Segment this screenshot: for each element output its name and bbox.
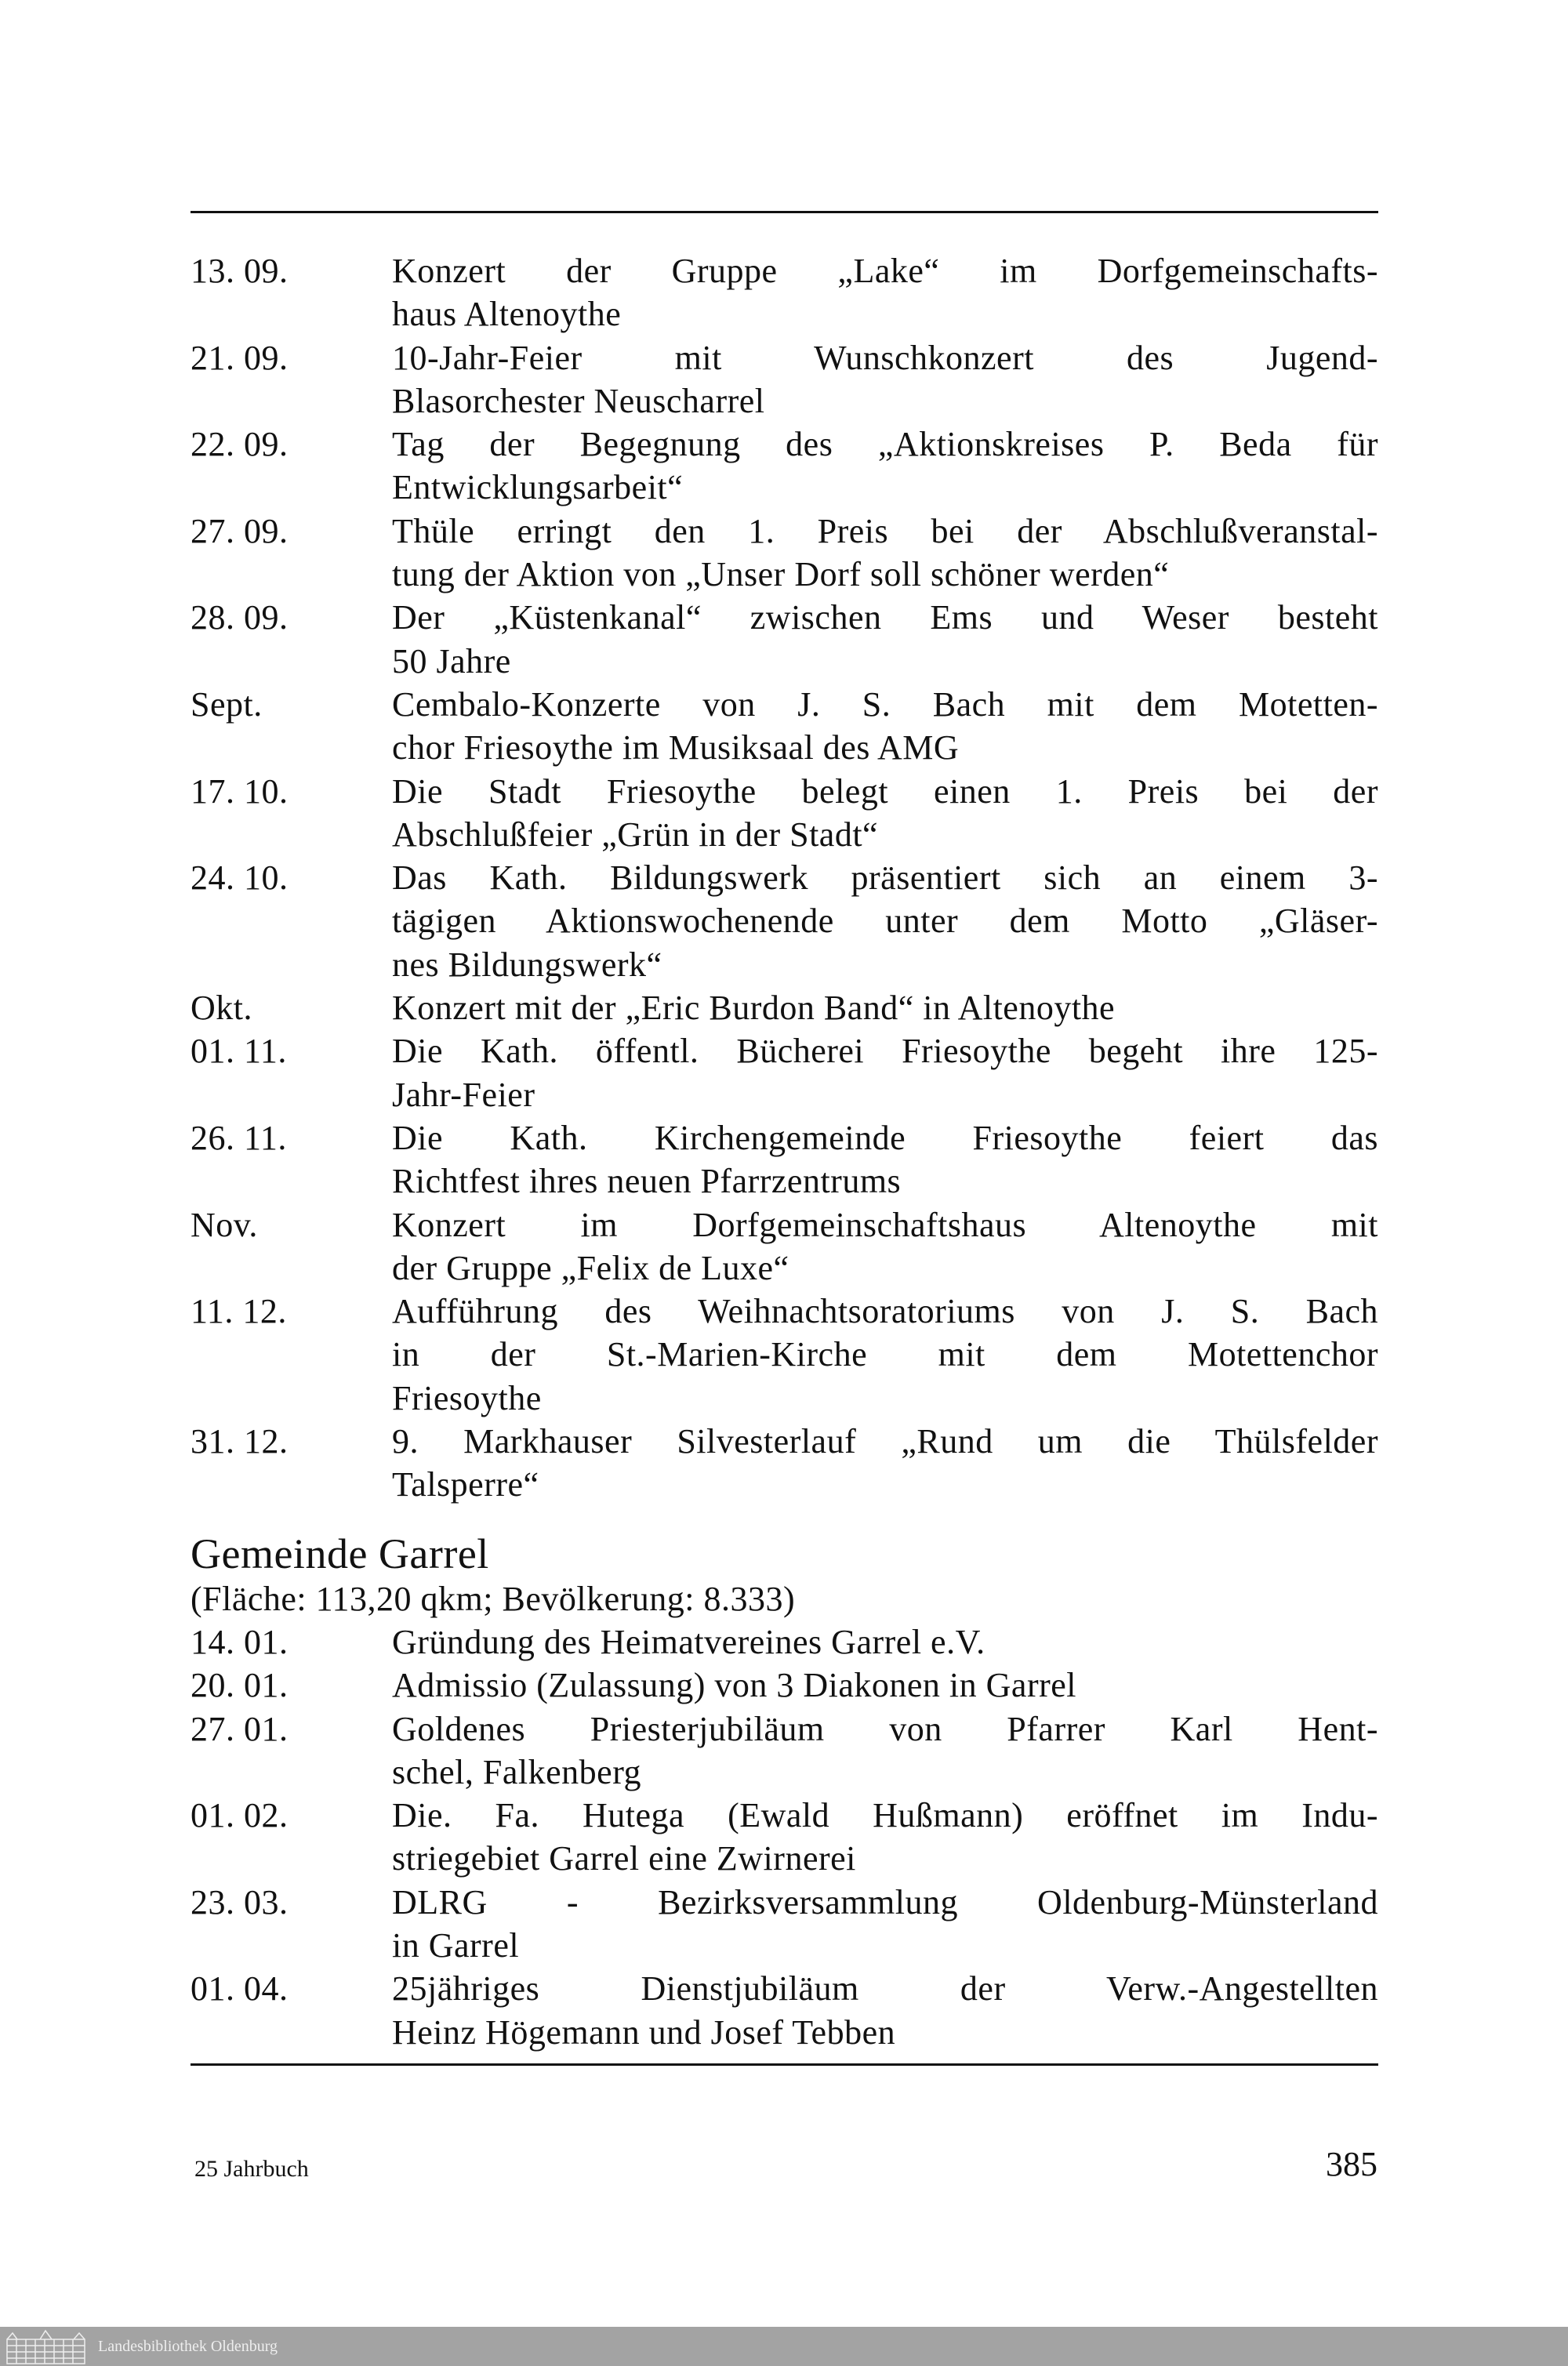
entry-date: 28. 09. xyxy=(191,598,289,637)
entry-text xyxy=(392,336,1378,423)
entry-date: 14. 01. xyxy=(191,1622,289,1661)
entry-text-line: Tag der Begegnung des „Aktionskreises P. Beda für xyxy=(392,425,1378,464)
entry-text xyxy=(392,683,1378,770)
chronicle-entry xyxy=(191,336,1378,423)
entry-text xyxy=(392,1290,1378,1420)
chronicle-entry xyxy=(191,1707,1378,1794)
bottom-rule xyxy=(191,2063,1378,2066)
entry-text xyxy=(392,1707,1378,1794)
entry-date: 01. 11. xyxy=(191,1032,287,1071)
entry-date: 17. 10. xyxy=(191,771,289,811)
library-bar xyxy=(0,2327,1568,2366)
entry-text-line: tung der Aktion von „Unser Dorf soll schöner werden“ xyxy=(392,555,1170,594)
chronicle-entry xyxy=(191,1420,1378,1507)
entry-text xyxy=(392,423,1378,510)
chronicle-entry xyxy=(191,986,1378,1029)
chronicle-entry xyxy=(191,1620,1378,1664)
entry-text-line: Abschlußfeier „Grün in der Stadt“ xyxy=(392,815,879,854)
chronicle-entry xyxy=(191,510,1378,597)
entry-date: 20. 01. xyxy=(191,1666,289,1705)
chronicle-entry xyxy=(191,1881,1378,1968)
entry-date: 13. 09. xyxy=(191,252,289,290)
chronicle-entry xyxy=(191,683,1378,770)
entry-text-line: nes Bildungswerk“ xyxy=(392,945,662,984)
entry-text xyxy=(392,1620,1378,1664)
entry-date: Nov. xyxy=(191,1205,258,1244)
entry-date: 21. 09. xyxy=(191,338,289,377)
page-content xyxy=(191,211,1378,2066)
entry-text xyxy=(392,986,1378,1029)
entry-text-line: Talsperre“ xyxy=(392,1465,539,1504)
entry-text xyxy=(392,596,1378,683)
chronicle-entry xyxy=(191,423,1378,510)
entry-text-line: Richtfest ihres neuen Pfarrzentrums xyxy=(392,1162,902,1201)
section-info: (Fläche: 113,20 qkm; Bevölkerung: 8.333) xyxy=(191,1579,796,1618)
entry-date: 22. 09. xyxy=(191,425,289,464)
entry-text-line: Die Kath. Kirchengemeinde Friesoythe feiert das xyxy=(392,1118,1378,1157)
entry-text xyxy=(392,1420,1378,1507)
entry-date: 27. 01. xyxy=(191,1709,289,1748)
entry-text-line: Konzert der Gruppe „Lake“ im Dorfgemeinschafts- xyxy=(392,252,1378,290)
entry-text-line: Admissio (Zulassung) von 3 Diakonen in Garrel xyxy=(392,1666,1077,1705)
chronicle-entry xyxy=(191,856,1378,986)
footer-book-label: 25 Jahrbuch xyxy=(194,2156,309,2182)
entry-text-line: der Gruppe „Felix de Luxe“ xyxy=(392,1248,789,1287)
chronicle-entry xyxy=(191,1116,1378,1203)
chronicle-entry xyxy=(191,1203,1378,1290)
entry-text-line: Konzert im Dorfgemeinschaftshaus Altenoythe mit xyxy=(392,1205,1378,1244)
entry-text xyxy=(392,1029,1378,1116)
entry-text-line: Jahr-Feier xyxy=(392,1075,535,1114)
entry-text-line: schel, Falkenberg xyxy=(392,1752,642,1791)
library-name: Landesbibliothek Oldenburg xyxy=(98,2337,278,2355)
entry-text xyxy=(392,1794,1378,1881)
chronicle-entry xyxy=(191,1290,1378,1420)
entry-text-line: in Garrel xyxy=(392,1925,520,1965)
entry-date: 27. 09. xyxy=(191,511,289,550)
entry-text-line: Die. Fa. Hutega (Ewald Hußmann) eröffnet im Indu- xyxy=(392,1796,1378,1835)
entry-text-line: Cembalo-Konzerte von J. S. Bach mit dem Motetten- xyxy=(392,684,1378,724)
entry-text-line: Gründung des Heimatvereines Garrel e.V. xyxy=(392,1622,985,1661)
entry-date: 24. 10. xyxy=(191,858,289,898)
entry-text-line: Entwicklungsarbeit“ xyxy=(392,468,684,507)
section-garrel-header xyxy=(191,1530,1378,1620)
entry-date: 01. 02. xyxy=(191,1796,289,1835)
chronicle-entry xyxy=(191,596,1378,683)
entry-text-line: 25jähriges Dienstjubiläum der Verw.-Angestellten xyxy=(392,1969,1378,2009)
entry-text-line: Aufführung des Weihnachtsoratoriums von J. S. Bach xyxy=(392,1292,1378,1331)
entry-text-line: Heinz Högemann und Josef Tebben xyxy=(392,2012,896,2052)
entry-text xyxy=(392,1967,1378,2054)
entry-text xyxy=(392,770,1378,857)
entry-text-line: chor Friesoythe im Musiksaal des AMG xyxy=(392,728,960,767)
entry-text-line: 50 Jahre xyxy=(392,641,511,680)
entry-date: 11. 12. xyxy=(191,1292,287,1331)
library-building-logo xyxy=(5,2328,87,2364)
entry-text-line: Der „Küstenkanal“ zwischen Ems und Weser besteht xyxy=(392,598,1378,637)
chronicle-entry xyxy=(191,1029,1378,1116)
entry-text-line: Thüle erringt den 1. Preis bei der Abschlußveranstal- xyxy=(392,511,1378,550)
entry-text-line: Die Stadt Friesoythe belegt einen 1. Preis bei der xyxy=(392,771,1378,811)
entry-text xyxy=(392,510,1378,597)
top-rule xyxy=(191,211,1378,213)
entry-text-line: DLRG - Bezirksversammlung Oldenburg-Münsterland xyxy=(392,1882,1378,1921)
entry-date: 23. 03. xyxy=(191,1882,289,1921)
page-number: 385 xyxy=(1326,2145,1377,2183)
entry-text-line: in der St.-Marien-Kirche mit dem Motettenchor xyxy=(392,1335,1378,1374)
entry-text-line: tägigen Aktionswochenende unter dem Motto „Gläser- xyxy=(392,902,1378,941)
entry-text-line: Die Kath. öffentl. Bücherei Friesoythe begeht ihre 125- xyxy=(392,1032,1378,1071)
chronicle-entry xyxy=(191,249,1378,336)
entry-text xyxy=(392,1203,1378,1290)
entry-date: 26. 11. xyxy=(191,1118,287,1157)
entry-text-line: 9. Markhauser Silvesterlauf „Rund um die Thülsfelder xyxy=(392,1422,1378,1461)
entry-text xyxy=(392,1116,1378,1203)
entry-text xyxy=(392,1664,1378,1707)
entry-date: Sept. xyxy=(191,684,263,724)
chronicle-entry xyxy=(191,1794,1378,1881)
chronicle-list-friesoythe xyxy=(191,249,1378,1507)
entry-text xyxy=(392,1881,1378,1968)
entry-text-line: Goldenes Priesterjubiläum von Pfarrer Karl Hent- xyxy=(392,1709,1378,1748)
chronicle-entry xyxy=(191,770,1378,857)
section-heading: Gemeinde Garrel xyxy=(191,1530,489,1577)
entry-text xyxy=(392,249,1378,336)
entry-text-line: haus Altenoythe xyxy=(392,295,622,334)
entry-text-line: Konzert mit der „Eric Burdon Band“ in Altenoythe xyxy=(392,989,1116,1028)
entry-date: 31. 12. xyxy=(191,1422,289,1461)
entry-text-line: Blasorchester Neuscharrel xyxy=(392,381,765,420)
chronicle-entry xyxy=(191,1664,1378,1707)
chronicle-entry xyxy=(191,1967,1378,2054)
entry-text-line: striegebiet Garrel eine Zwirnerei xyxy=(392,1839,856,1878)
entry-date: Okt. xyxy=(191,989,252,1028)
entry-text xyxy=(392,856,1378,986)
chronicle-list-garrel xyxy=(191,1620,1378,2054)
entry-date: 01. 04. xyxy=(191,1969,289,2009)
entry-text-line: Friesoythe xyxy=(392,1378,542,1417)
entry-text-line: 10-Jahr-Feier mit Wunschkonzert des Jugend- xyxy=(392,338,1378,377)
entry-text-line: Das Kath. Bildungswerk präsentiert sich an einem 3- xyxy=(392,858,1378,898)
